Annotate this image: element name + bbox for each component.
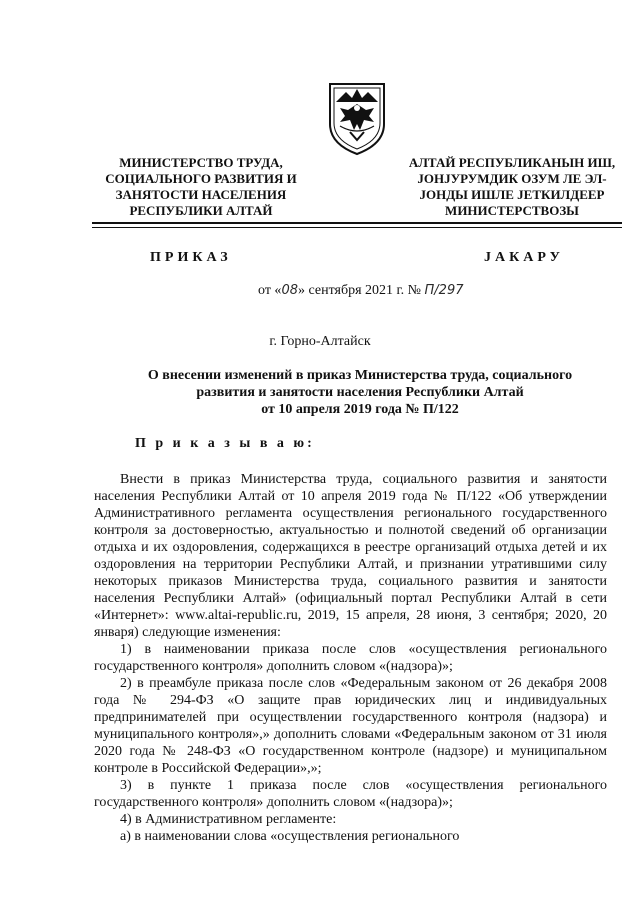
document-body [94,471,607,845]
handwritten-day: 08 [281,283,298,298]
date-and-number-line: от «08» сентября 2021 г. № П/297 [258,283,464,298]
order-heading: П р и к а з ы в а ю: [135,436,315,451]
list-item-1: 1) в наименовании приказа после слов «осуществления регионального государственного контроля» дополнить словом «(надзора)»; [94,642,607,674]
list-item-2: 2) в преамбуле приказа после слов «Федеральным законом от 26 декабря 2008 года № 294-ФЗ «О защите прав юридических лиц и индивидуальных предпринимателей при осуществлении государственного контроля (надзора) и муниципального контроля»,» дополнить словами «Федеральным законом от 31 июля 2020 года № 248-ФЗ «О государственном контроле (надзоре) и муниципальном контроле в Российской Федерации»,»; [94,676,607,776]
ministry-name-russian: МИНИСТЕРСТВО ТРУДА, СОЦИАЛЬНОГО РАЗВИТИЯ И ЗАНЯТОСТИ НАСЕЛЕНИЯ РЕСПУБЛИКИ АЛТАЙ [105,155,297,218]
header-divider [92,222,622,224]
doc-type-russian: ПРИКАЗ [150,250,232,265]
intro-paragraph: Внести в приказ Министерства труда, социального развития и занятости населения Республики Алтай от 10 апреля 2019 года № П/122 «Об утверждении Административного регламента осуществления регионального государственного контроля за достоверностью, актуальностью и полнотой сведений об организации отдыха и их оздоровления, содержащихся в реестре организаций отдыха детей и их оздоровления на территории Республики Алтай, и признании утратившими силу некоторых приказов Министерства труда, социального развития и занятости населения Республики Алтай» (официальный портал Республики Алтай в сети «Интернет»: www.altai-republic.ru, 2019, 15 апреля, 28 июня, 3 сентября; 2020, 20 января) следующие изменения: [94,472,607,640]
city: г. Горно-Алтайск [269,334,371,349]
ministry-name-altai: АЛТАЙ РЕСПУБЛИКАНЫН ИШ, ЈОНЈУРУМДИК ОЗУМ ЛЕ ЭЛ- ЈОНДЫ ИШЛЕ ЈЕТКИЛДЕЕР МИНИСТЕРСТВОЗЫ [408,155,616,218]
list-item-3: 3) в пункте 1 приказа после слов «осуществления регионального государственного контроля» дополнить словом «(надзора)»; [94,778,607,810]
list-item-4: 4) в Административном регламенте: [120,812,337,827]
header-divider-thin [92,227,622,228]
handwritten-order-number: П/297 [424,283,464,298]
list-item-4a: а) в наименовании слова «осуществления регионального [120,829,460,844]
coat-of-arms-emblem [326,80,388,156]
document-title: О внесении изменений в приказ Министерства труда, социального развития и занятости населения Республики Алтай от 10 апреля 2019 года № П/122 [147,368,573,417]
doc-type-altai: ЈАКАРУ [484,250,564,265]
